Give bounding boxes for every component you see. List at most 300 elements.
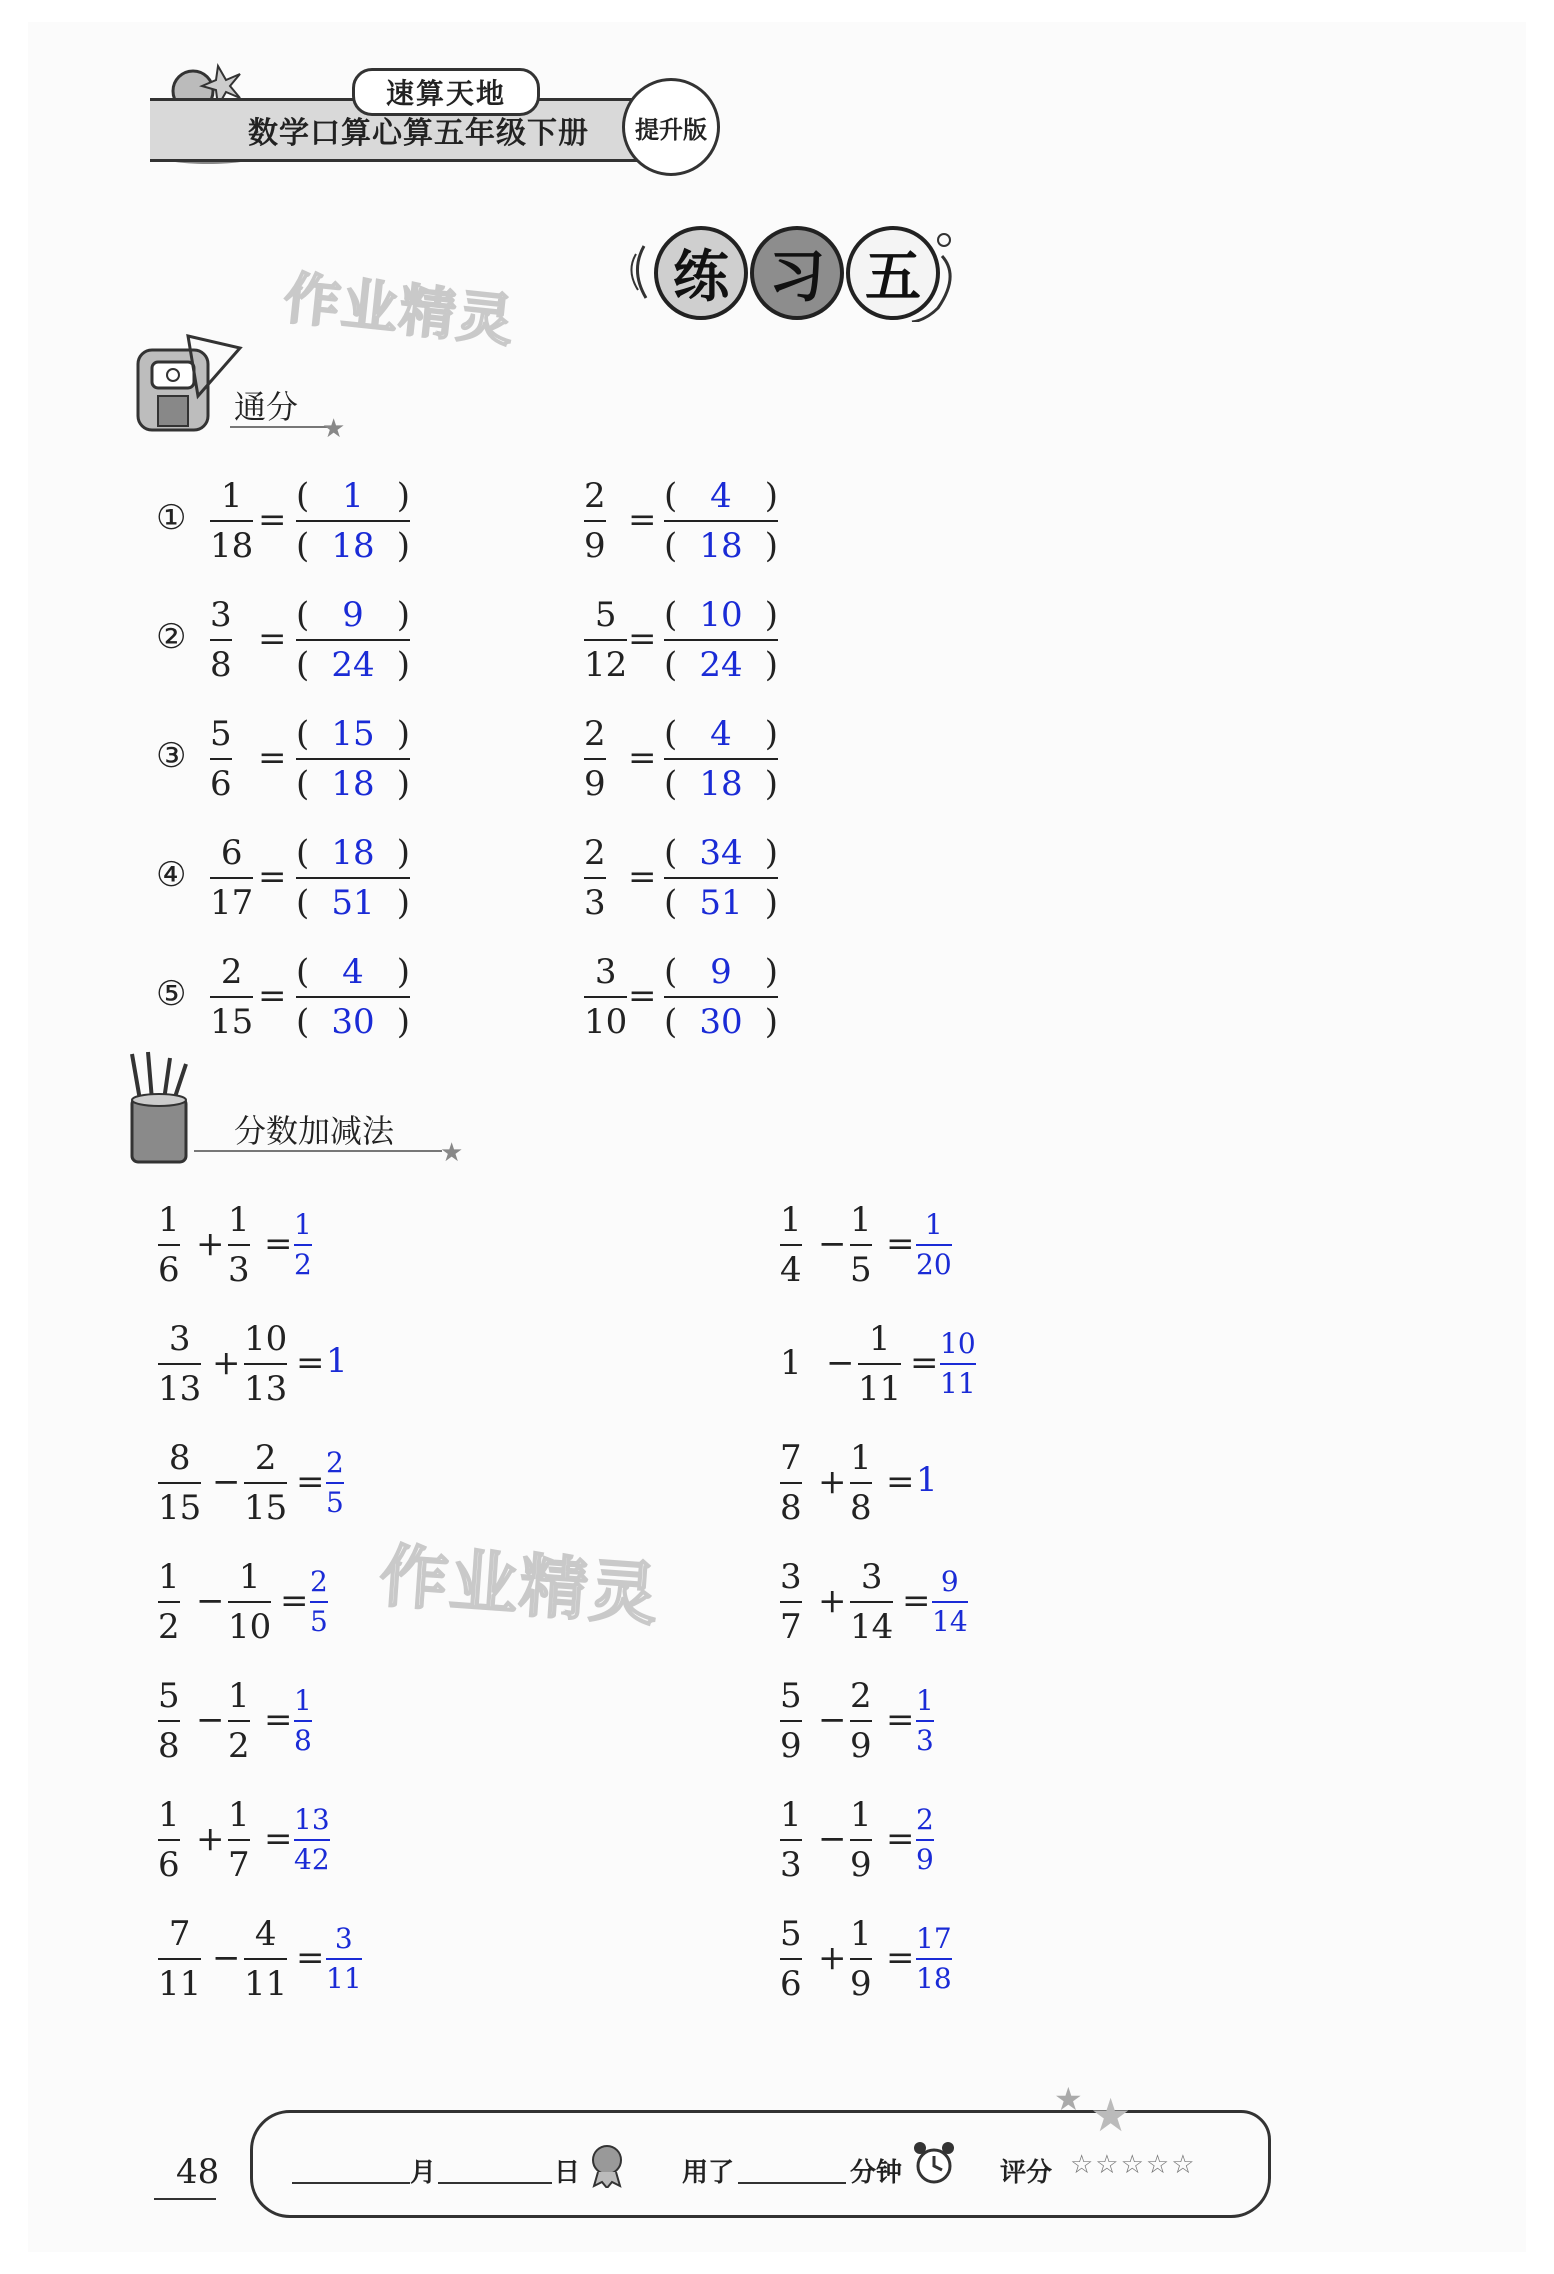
fraction-bar xyxy=(916,1720,934,1722)
numerator: 1 xyxy=(780,1795,802,1835)
answer-fraction xyxy=(940,1327,976,1401)
answer-fraction xyxy=(294,1684,312,1758)
answer-fraction xyxy=(326,1922,362,1996)
numerator: 1 xyxy=(228,1795,250,1835)
fraction-bar xyxy=(296,996,410,998)
item-number: ④ xyxy=(156,855,187,895)
equals-sign: = xyxy=(258,976,287,1016)
fraction-bar xyxy=(664,758,778,760)
given-fraction xyxy=(584,474,606,568)
operand-fraction xyxy=(850,1912,872,2006)
answer-whole: 1 xyxy=(326,1341,348,1381)
answer-fraction xyxy=(326,1446,344,1520)
answer-fraction xyxy=(294,1208,312,1282)
denominator-blank xyxy=(296,762,410,806)
time-used-label: 用了 xyxy=(682,2158,735,2188)
numerator: 2 xyxy=(584,714,606,754)
denominator-blank xyxy=(296,1000,410,1044)
denominator: 11 xyxy=(244,1964,288,2004)
numerator: 3 xyxy=(780,1557,802,1597)
watermark-top: 作业精灵 xyxy=(280,266,519,355)
operand-fraction xyxy=(228,1555,271,1649)
header-tag: 速算天地 xyxy=(352,68,540,116)
numerator: 3 xyxy=(860,1557,883,1597)
fraction-bar xyxy=(664,520,778,522)
fraction-bar xyxy=(584,758,606,760)
answer-fraction xyxy=(296,474,410,568)
fraction-bar xyxy=(850,1839,872,1841)
right-paren: ) xyxy=(764,952,778,992)
operand-fraction xyxy=(244,1912,287,2006)
denominator: 11 xyxy=(940,1367,976,1400)
answer-numerator: 15 xyxy=(331,714,375,754)
fraction-bar xyxy=(850,1482,872,1484)
denominator: 15 xyxy=(244,1488,288,1528)
answer-numerator: 1 xyxy=(342,476,364,516)
answer-numerator: 4 xyxy=(342,952,364,992)
operator: − xyxy=(196,1581,225,1621)
fraction-bar xyxy=(228,1244,250,1246)
operand-fraction xyxy=(850,1793,872,1887)
right-paren: ) xyxy=(764,526,778,566)
left-paren: ( xyxy=(296,476,310,516)
denominator: 5 xyxy=(326,1486,344,1519)
numerator: 1 xyxy=(780,1200,802,1240)
denominator: 10 xyxy=(228,1607,272,1647)
operand-fraction xyxy=(850,1674,872,1768)
minutes-blank[interactable] xyxy=(738,2182,846,2184)
fraction-bar xyxy=(940,1363,976,1365)
fraction-bar xyxy=(584,877,606,879)
denominator: 14 xyxy=(850,1607,894,1647)
given-fraction xyxy=(210,593,232,687)
equals-sign: = xyxy=(628,500,657,540)
equals-sign: = xyxy=(628,976,657,1016)
fraction-bar xyxy=(850,1244,872,1246)
given-fraction xyxy=(210,831,253,925)
denominator: 5 xyxy=(850,1250,872,1290)
numerator: 2 xyxy=(326,1446,344,1479)
left-paren: ( xyxy=(664,1002,678,1042)
answer-fraction xyxy=(916,1684,934,1758)
answer-denominator: 51 xyxy=(331,883,375,923)
right-paren: ) xyxy=(396,833,410,873)
equals-sign: = xyxy=(264,1819,293,1859)
fraction-bar xyxy=(228,1839,250,1841)
given-fraction xyxy=(210,712,232,806)
answer-fraction xyxy=(296,593,410,687)
operand-fraction xyxy=(158,1198,180,1292)
fraction-bar xyxy=(664,877,778,879)
equals-sign: = xyxy=(264,1224,293,1264)
denominator: 18 xyxy=(916,1962,952,1995)
fraction-bar xyxy=(780,1244,802,1246)
fraction-bar xyxy=(158,1958,201,1960)
numerator-blank xyxy=(296,593,410,637)
right-paren: ) xyxy=(396,645,410,685)
fraction-bar xyxy=(210,877,253,879)
operator: + xyxy=(196,1819,225,1859)
numerator: 3 xyxy=(168,1319,191,1359)
denominator: 8 xyxy=(780,1488,802,1528)
day-blank[interactable] xyxy=(438,2182,552,2184)
denominator: 6 xyxy=(780,1964,802,2004)
whole-number: 1 xyxy=(780,1343,802,1383)
operand-fraction xyxy=(780,1674,802,1768)
operand-fraction xyxy=(244,1436,287,1530)
fraction-bar xyxy=(916,1958,952,1960)
denominator: 3 xyxy=(916,1724,934,1757)
fraction-bar xyxy=(228,1720,250,1722)
equals-sign: = xyxy=(258,500,287,540)
denominator-blank xyxy=(664,524,778,568)
given-fraction xyxy=(584,712,606,806)
left-paren: ( xyxy=(664,883,678,923)
right-paren: ) xyxy=(396,595,410,635)
edition-badge: 提升版 xyxy=(622,78,720,176)
fraction-bar xyxy=(210,758,232,760)
page-number: 48 xyxy=(176,2152,220,2192)
answer-denominator: 24 xyxy=(331,645,375,685)
answer-whole: 1 xyxy=(916,1460,938,1500)
denominator: 14 xyxy=(932,1605,968,1638)
fraction-bar xyxy=(158,1363,201,1365)
denominator: 13 xyxy=(244,1369,288,1409)
numerator: 5 xyxy=(158,1676,180,1716)
operator: − xyxy=(212,1938,241,1978)
numerator: 1 xyxy=(220,476,243,516)
operand-fraction xyxy=(780,1555,802,1649)
operand-fraction xyxy=(158,1555,180,1649)
item-number: ① xyxy=(156,498,187,538)
denominator: 15 xyxy=(210,1002,254,1042)
star-icon: ★ xyxy=(322,414,346,444)
right-paren: ) xyxy=(396,526,410,566)
medal-icon xyxy=(590,2144,624,2188)
equals-sign: = xyxy=(258,619,287,659)
fraction-bar xyxy=(296,639,410,641)
fraction-bar xyxy=(158,1482,201,1484)
left-paren: ( xyxy=(664,952,678,992)
section-underline xyxy=(194,1150,442,1152)
denominator: 42 xyxy=(294,1843,330,1876)
right-paren: ) xyxy=(764,645,778,685)
numerator: 5 xyxy=(780,1914,802,1954)
numerator: 2 xyxy=(310,1565,328,1598)
equals-sign: = xyxy=(886,1819,915,1859)
fraction-bar xyxy=(244,1958,287,1960)
answer-fraction xyxy=(664,593,778,687)
month-label: 月 xyxy=(410,2158,437,2188)
answer-numerator: 9 xyxy=(342,595,364,635)
given-fraction xyxy=(210,474,253,568)
denominator: 6 xyxy=(210,764,232,804)
numerator: 1 xyxy=(850,1914,872,1954)
minutes-label: 分钟 xyxy=(850,2158,903,2188)
numerator: 1 xyxy=(228,1676,250,1716)
operator: − xyxy=(826,1343,855,1383)
answer-numerator: 10 xyxy=(699,595,743,635)
denominator: 17 xyxy=(210,883,254,923)
numerator-blank xyxy=(664,831,778,875)
answer-fraction xyxy=(296,950,410,1044)
right-paren: ) xyxy=(396,1002,410,1042)
denominator: 5 xyxy=(310,1605,328,1638)
numerator: 1 xyxy=(850,1795,872,1835)
numerator: 1 xyxy=(294,1208,312,1241)
operand-fraction xyxy=(158,1912,201,2006)
fraction-bar xyxy=(158,1244,180,1246)
fraction-bar xyxy=(916,1839,934,1841)
right-paren: ) xyxy=(396,952,410,992)
fraction-bar xyxy=(780,1839,802,1841)
denominator: 11 xyxy=(858,1369,902,1409)
equals-sign: = xyxy=(258,738,287,778)
fraction-bar xyxy=(780,1958,802,1960)
denominator: 8 xyxy=(210,645,232,685)
numerator-blank xyxy=(296,712,410,756)
left-paren: ( xyxy=(296,1002,310,1042)
numerator: 5 xyxy=(594,595,617,635)
section-title-tongfen: 通分 xyxy=(234,388,299,426)
right-paren: ) xyxy=(396,764,410,804)
numerator: 17 xyxy=(916,1922,952,1955)
denominator: 3 xyxy=(584,883,606,923)
denominator-blank xyxy=(664,881,778,925)
numerator: 1 xyxy=(868,1319,891,1359)
numerator: 1 xyxy=(924,1208,943,1241)
equals-sign: = xyxy=(296,1938,325,1978)
left-paren: ( xyxy=(296,714,310,754)
operand-fraction xyxy=(858,1317,901,1411)
denominator: 8 xyxy=(850,1488,872,1528)
numerator: 9 xyxy=(940,1565,959,1598)
answer-denominator: 24 xyxy=(699,645,743,685)
operator: + xyxy=(818,1938,847,1978)
equals-sign: = xyxy=(296,1343,325,1383)
operand-fraction xyxy=(228,1674,250,1768)
equals-sign: = xyxy=(886,1700,915,1740)
answer-numerator: 34 xyxy=(699,833,743,873)
left-paren: ( xyxy=(296,645,310,685)
left-paren: ( xyxy=(664,764,678,804)
right-paren: ) xyxy=(764,1002,778,1042)
numerator: 7 xyxy=(168,1914,191,1954)
operand-fraction xyxy=(228,1198,250,1292)
operator: − xyxy=(818,1700,847,1740)
section-title-jiajian: 分数加减法 xyxy=(234,1112,395,1150)
numerator: 1 xyxy=(158,1200,180,1240)
numerator: 1 xyxy=(850,1438,872,1478)
denominator: 13 xyxy=(158,1369,202,1409)
numerator-blank xyxy=(296,950,410,994)
numerator: 3 xyxy=(210,595,232,635)
operand-fraction xyxy=(850,1436,872,1530)
equals-sign: = xyxy=(910,1343,939,1383)
answer-fraction xyxy=(664,712,778,806)
operator: − xyxy=(818,1819,847,1859)
denominator-blank xyxy=(296,881,410,925)
operator: + xyxy=(196,1224,225,1264)
numerator: 10 xyxy=(940,1327,976,1360)
fraction-bar xyxy=(780,1601,802,1603)
fraction-bar xyxy=(780,1482,802,1484)
left-paren: ( xyxy=(296,764,310,804)
answer-fraction xyxy=(664,950,778,1044)
answer-fraction xyxy=(916,1922,952,1996)
numerator: 10 xyxy=(244,1319,288,1359)
equals-sign: = xyxy=(628,619,657,659)
numerator: 1 xyxy=(238,1557,261,1597)
denominator: 20 xyxy=(916,1248,952,1281)
answer-numerator: 18 xyxy=(331,833,375,873)
operator: − xyxy=(818,1224,847,1264)
alarm-clock-icon xyxy=(912,2140,956,2188)
fraction-bar xyxy=(296,877,410,879)
left-paren: ( xyxy=(664,833,678,873)
denominator: 9 xyxy=(850,1964,872,2004)
left-paren: ( xyxy=(296,595,310,635)
fraction-bar xyxy=(850,1601,893,1603)
equals-sign: = xyxy=(886,1224,915,1264)
operand-fraction xyxy=(158,1317,201,1411)
denominator: 2 xyxy=(228,1726,250,1766)
fraction-bar xyxy=(850,1720,872,1722)
item-number: ② xyxy=(156,617,187,657)
denominator: 9 xyxy=(916,1843,934,1876)
right-paren: ) xyxy=(764,764,778,804)
answer-fraction xyxy=(294,1803,330,1877)
equals-sign: = xyxy=(886,1462,915,1502)
rating-stars[interactable]: ☆☆☆☆☆ xyxy=(1070,2150,1197,2180)
numerator-blank xyxy=(664,950,778,994)
item-number: ③ xyxy=(156,736,187,776)
numerator: 3 xyxy=(594,952,617,992)
operand-fraction xyxy=(228,1793,250,1887)
numerator-blank xyxy=(296,474,410,518)
denominator-blank xyxy=(664,1000,778,1044)
numerator: 8 xyxy=(168,1438,191,1478)
operand-fraction xyxy=(780,1198,802,1292)
backpack-icon xyxy=(128,326,248,436)
fraction-bar xyxy=(158,1601,180,1603)
answer-numerator: 9 xyxy=(710,952,732,992)
denominator: 8 xyxy=(158,1726,180,1766)
month-blank[interactable] xyxy=(292,2182,410,2184)
denominator: 11 xyxy=(158,1964,202,2004)
right-paren: ) xyxy=(396,714,410,754)
fraction-bar xyxy=(244,1363,287,1365)
fraction-bar xyxy=(584,520,606,522)
left-paren: ( xyxy=(296,833,310,873)
right-paren: ) xyxy=(396,883,410,923)
operator: − xyxy=(196,1700,225,1740)
day-label: 日 xyxy=(554,2158,581,2188)
star-icon: ★ xyxy=(440,1138,464,1168)
fraction-bar xyxy=(244,1482,287,1484)
answer-denominator: 30 xyxy=(699,1002,743,1042)
numerator: 1 xyxy=(158,1557,180,1597)
fraction-bar xyxy=(158,1720,180,1722)
fraction-bar xyxy=(228,1601,271,1603)
denominator: 18 xyxy=(210,526,254,566)
score-label: 评分 xyxy=(1000,2158,1053,2188)
answer-fraction xyxy=(916,1208,952,1282)
given-fraction xyxy=(210,950,253,1044)
numerator-blank xyxy=(664,593,778,637)
denominator: 7 xyxy=(228,1845,250,1885)
operand-fraction xyxy=(850,1555,893,1649)
denominator: 15 xyxy=(158,1488,202,1528)
operand-fraction xyxy=(158,1674,180,1768)
answer-denominator: 18 xyxy=(699,526,743,566)
operator: − xyxy=(212,1462,241,1502)
star-icon: ★ xyxy=(1090,2088,1132,2142)
answer-fraction xyxy=(296,712,410,806)
left-paren: ( xyxy=(664,526,678,566)
fraction-bar xyxy=(326,1482,344,1484)
fraction-bar xyxy=(850,1958,872,1960)
page-number-underline xyxy=(154,2198,216,2200)
equals-sign: = xyxy=(902,1581,931,1621)
answer-fraction xyxy=(296,831,410,925)
left-paren: ( xyxy=(664,476,678,516)
right-paren: ) xyxy=(764,714,778,754)
equals-sign: = xyxy=(628,857,657,897)
title-char-3: 五 xyxy=(846,226,940,320)
item-number: ⑤ xyxy=(156,974,187,1014)
denominator-blank xyxy=(296,524,410,568)
operator: + xyxy=(818,1581,847,1621)
operand-fraction xyxy=(780,1912,802,2006)
title-char-2: 习 xyxy=(750,226,844,320)
given-fraction xyxy=(584,593,627,687)
left-paren: ( xyxy=(296,526,310,566)
denominator: 9 xyxy=(850,1726,872,1766)
numerator-blank xyxy=(664,474,778,518)
answer-fraction xyxy=(932,1565,968,1639)
answer-denominator: 18 xyxy=(331,526,375,566)
numerator: 1 xyxy=(228,1200,250,1240)
equals-sign: = xyxy=(264,1700,293,1740)
answer-denominator: 30 xyxy=(331,1002,375,1042)
answer-fraction xyxy=(310,1565,328,1639)
numerator: 3 xyxy=(334,1922,353,1955)
numerator: 2 xyxy=(254,1438,277,1478)
fraction-bar xyxy=(326,1958,362,1960)
numerator: 1 xyxy=(916,1684,934,1717)
operand-fraction xyxy=(850,1198,872,1292)
left-paren: ( xyxy=(296,883,310,923)
fraction-bar xyxy=(664,639,778,641)
right-paren: ) xyxy=(764,476,778,516)
fraction-bar xyxy=(584,996,627,998)
equals-sign: = xyxy=(280,1581,309,1621)
fraction-bar xyxy=(664,996,778,998)
denominator: 7 xyxy=(780,1607,802,1647)
fraction-bar xyxy=(858,1363,901,1365)
given-fraction xyxy=(584,831,606,925)
denominator: 3 xyxy=(228,1250,250,1290)
left-paren: ( xyxy=(664,645,678,685)
fraction-bar xyxy=(310,1601,328,1603)
book-title: 数学口算心算五年级下册 xyxy=(248,116,589,151)
numerator: 1 xyxy=(158,1795,180,1835)
denominator: 9 xyxy=(850,1845,872,1885)
fraction-bar xyxy=(932,1601,968,1603)
right-paren: ) xyxy=(764,595,778,635)
equals-sign: = xyxy=(628,738,657,778)
